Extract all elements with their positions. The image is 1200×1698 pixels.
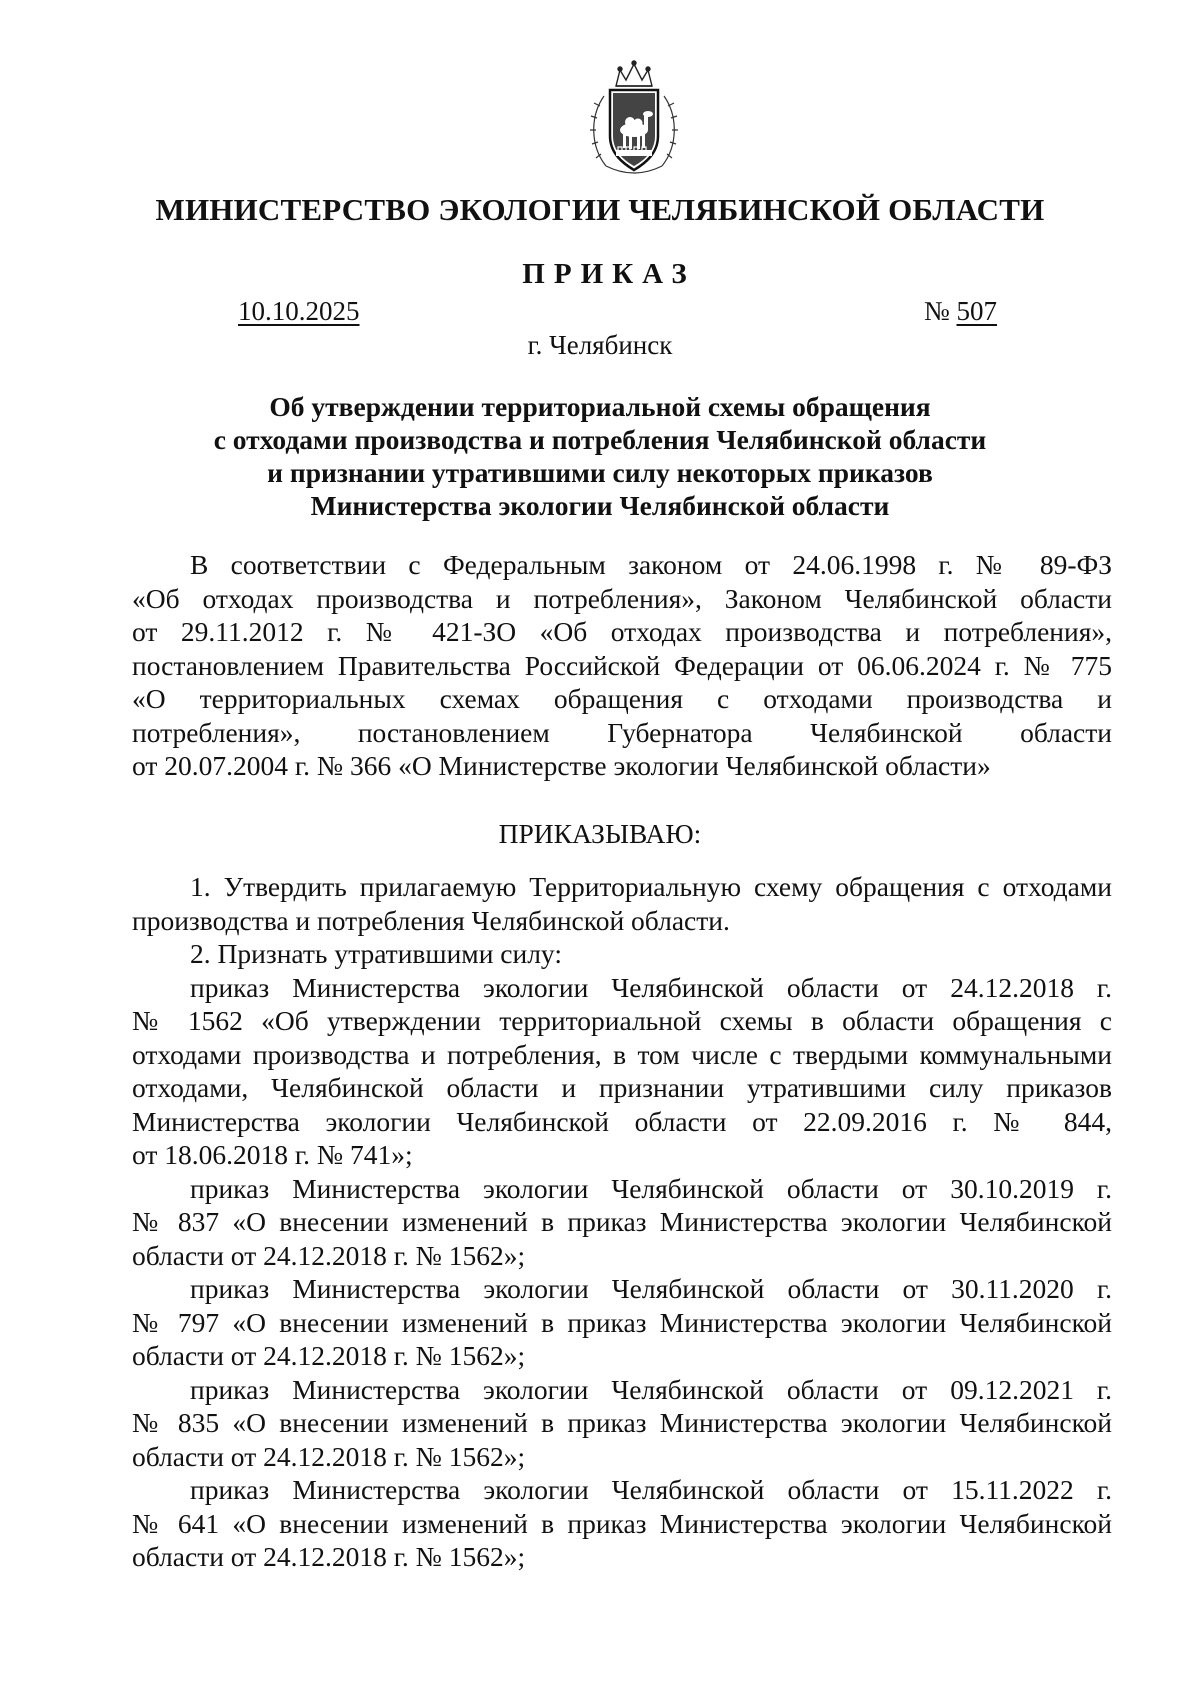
preamble-line: постановлением Правительства Российской Федерации от 06.06.2024 г. № 775 — [132, 649, 1112, 681]
item-line: приказ Министерства экологии Челябинской области от 09.12.2021 г. — [190, 1373, 1112, 1405]
order-number-prefix: № — [924, 296, 950, 326]
order-subject — [150, 390, 1050, 522]
order-number-value: 507 — [956, 296, 998, 326]
ministry-name: МИНИСТЕРСТВО ЭКОЛОГИИ ЧЕЛЯБИНСКОЙ ОБЛАСТИ — [155, 192, 1045, 227]
document-type-title: ПРИКАЗ — [522, 258, 696, 290]
coat-of-arms-emblem — [586, 56, 682, 182]
item-line: Министерства экологии Челябинской области от 22.09.2016 г. № 844, — [132, 1105, 1112, 1137]
subject-line: Министерства экологии Челябинской области — [310, 490, 890, 521]
item-line: № 1562 «Об утверждении территориальной схемы в области обращения с — [132, 1005, 1112, 1036]
order-items — [132, 870, 1112, 1574]
item-line: № 797 «О внесении изменений в приказ Министерства экологии Челябинской — [132, 1306, 1112, 1338]
item-line: области от 24.12.2018 г. № 1562»; — [132, 1239, 526, 1271]
subject-line: Об утверждении территориальной схемы обращения — [269, 391, 931, 422]
item-line: приказ Министерства экологии Челябинской области от 15.11.2022 г. — [190, 1474, 1112, 1505]
subject-line: и признании утратившими силу некоторых приказов — [267, 457, 933, 488]
item-line: № 835 «О внесении изменений в приказ Министерства экологии Челябинской — [132, 1407, 1112, 1438]
order-date: 10.10.2025 — [238, 296, 360, 326]
item-line: 2. Признать утратившими силу: — [190, 938, 562, 969]
order-item-1 — [132, 870, 1112, 937]
order-item-2 — [132, 937, 1112, 971]
order-city: г. Челябинск — [527, 330, 673, 360]
preamble-line: от 29.11.2012 г. № 421-ЗО «Об отходах производства и потребления», — [132, 616, 1112, 647]
repealed-order-797 — [132, 1272, 1112, 1373]
preamble-line: В соответствии с Федеральным законом от 24.06.1998 г. № 89-ФЗ — [190, 549, 1112, 580]
repealed-order-641 — [132, 1473, 1112, 1574]
item-line: области от 24.12.2018 г. № 1562»; — [132, 1541, 526, 1572]
item-line: отходами, Челябинской области и признании утратившими силу приказов — [132, 1072, 1112, 1103]
item-line: № 641 «О внесении изменений в приказ Министерства экологии Челябинской — [132, 1507, 1112, 1539]
preamble-paragraph — [132, 548, 1112, 783]
preamble-line: от 20.07.2004 г. № 366 «О Министерстве экологии Челябинской области» — [132, 750, 991, 781]
repealed-order-1562 — [132, 971, 1112, 1172]
item-line: приказ Министерства экологии Челябинской области от 30.11.2020 г. — [190, 1273, 1112, 1304]
order-number — [924, 296, 997, 327]
repealed-order-835 — [132, 1373, 1112, 1474]
item-line: от 18.06.2018 г. № 741»; — [132, 1139, 413, 1170]
preamble-line: «О территориальных схемах обращения с отходами производства и — [132, 683, 1112, 714]
item-line: приказ Министерства экологии Челябинской области от 24.12.2018 г. — [190, 971, 1112, 1003]
item-line: № 837 «О внесении изменений в приказ Министерства экологии Челябинской — [132, 1206, 1112, 1237]
item-line: области от 24.12.2018 г. № 1562»; — [132, 1340, 526, 1371]
preamble-line: потребления», постановлением Губернатора Челябинской области — [132, 716, 1112, 748]
item-line: области от 24.12.2018 г. № 1562»; — [132, 1440, 526, 1472]
repealed-order-837 — [132, 1172, 1112, 1273]
item-line: отходами производства и потребления, в том числе с твердыми коммунальными — [132, 1038, 1112, 1070]
preamble-line: «Об отходах производства и потребления», Законом Челябинской области — [132, 582, 1112, 614]
item-line: приказ Министерства экологии Челябинской области от 30.10.2019 г. — [190, 1172, 1112, 1204]
order-directive-word: ПРИКАЗЫВАЮ: — [498, 818, 702, 849]
subject-line: с отходами производства и потребления Челябинской области — [213, 424, 987, 455]
item-line: производства и потребления Челябинской области. — [132, 904, 730, 936]
item-line: 1. Утвердить прилагаемую Территориальную схему обращения с отходами — [190, 871, 1112, 902]
